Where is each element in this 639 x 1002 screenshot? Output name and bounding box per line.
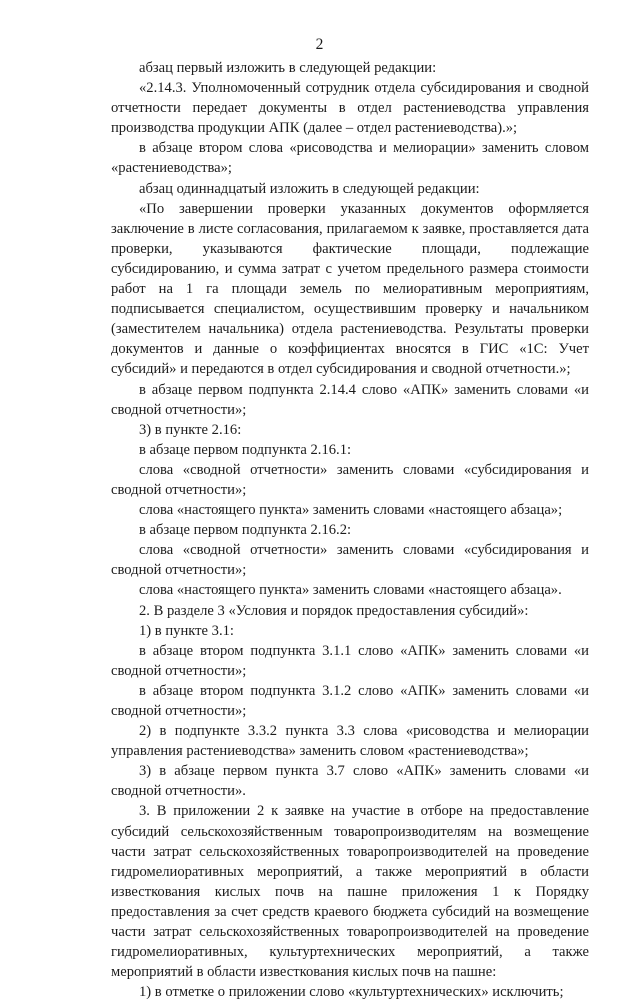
paragraph: 3. В приложении 2 к заявке на участие в отборе на предоставление субсидий сельскохозяйственным товаропроизводителям на возмещение части затрат сельскохозяйственных товаропроизводителей на проведение гидромелиоративных мероприятий, а также мероприятий в области известкования кислых почв на пашне приложения 1 к Порядку предоставления за счет средств краевого бюджета субсидий на возмещение части затрат сельскохозяйственных товаропроизводителей на проведение гидромелиоративных, культуртехнических мероприятий, а также мероприятий в области известкования кислых почв на пашне: xyxy=(111,803,589,981)
paragraph: слова «сводной отчетности» заменить словами «субсидирования и сводной отчетности»; xyxy=(111,461,589,498)
paragraph: в абзаце первом подпункта 2.16.2: xyxy=(139,522,352,539)
paragraph: слова «настоящего пункта» заменить словами «настоящего абзаца». xyxy=(139,582,562,599)
page-number: 2 xyxy=(315,36,324,53)
paragraph: слова «настоящего пункта» заменить словами «настоящего абзаца»; xyxy=(139,502,563,519)
paragraph: в абзаце первом подпункта 2.16.1: xyxy=(139,441,352,458)
paragraph: 2. В разделе 3 «Условия и порядок предоставления субсидий»: xyxy=(139,602,529,619)
paragraph: в абзаце втором подпункта 3.1.2 слово «АПК» заменить словами «и сводной отчетности»; xyxy=(111,682,589,719)
paragraph: абзац одиннадцатый изложить в следующей редакции: xyxy=(139,180,480,197)
paragraph: 1) в отметке о приложении слово «культуртехнических» исключить; xyxy=(139,984,564,1001)
paragraph: слова «сводной отчетности» заменить словами «субсидирования и сводной отчетности»; xyxy=(111,542,589,579)
paragraph: 1) в пункте 3.1: xyxy=(139,622,234,639)
paragraph: 3) в пункте 2.16: xyxy=(139,421,242,438)
paragraph: абзац первый изложить в следующей редакции: xyxy=(139,60,437,76)
paragraph: «2.14.3. Уполномоченный сотрудник отдела субсидирования и сводной отчетности передает документы в отдел растениеводства управления производства продукции АПК (далее – отдел растениеводства).»; xyxy=(111,80,589,137)
paragraph: 2) в подпункте 3.3.2 пункта 3.3 слова «рисоводства и мелиорации управления растениеводства» заменить словом «растениеводства»; xyxy=(111,723,589,760)
paragraph: «По завершении проверки указанных документов оформляется заключение в листе согласования, прилагаемом к заявке, проставляется дата проверки, указываются фактические площади, подлежащие субсидированию, и сумма затрат с учетом предельного размера стоимости работ на 1 га площади земель по мелиоративным мероприятиям, подписывается специалистом, осуществившим проверку и начальником (заместителем начальника) отдела растениеводства. Результаты проверки документов и данные о коэффициентах вносятся в ГИС «1С: Учет субсидий» и передаются в отдел субсидирования и сводной отчетности.»; xyxy=(111,200,589,378)
paragraph: в абзаце втором слова «рисоводства и мелиорации» заменить словом «растениеводства»; xyxy=(111,140,589,177)
paragraph: в абзаце первом подпункта 2.14.4 слово «АПК» заменить словами «и сводной отчетности»; xyxy=(111,381,589,418)
paragraph: 3) в абзаце первом пункта 3.7 слово «АПК» заменить словами «и сводной отчетности». xyxy=(111,763,589,800)
paragraph: в абзаце втором подпункта 3.1.1 слово «АПК» заменить словами «и сводной отчетности»; xyxy=(111,642,589,679)
document-body xyxy=(111,58,589,1002)
